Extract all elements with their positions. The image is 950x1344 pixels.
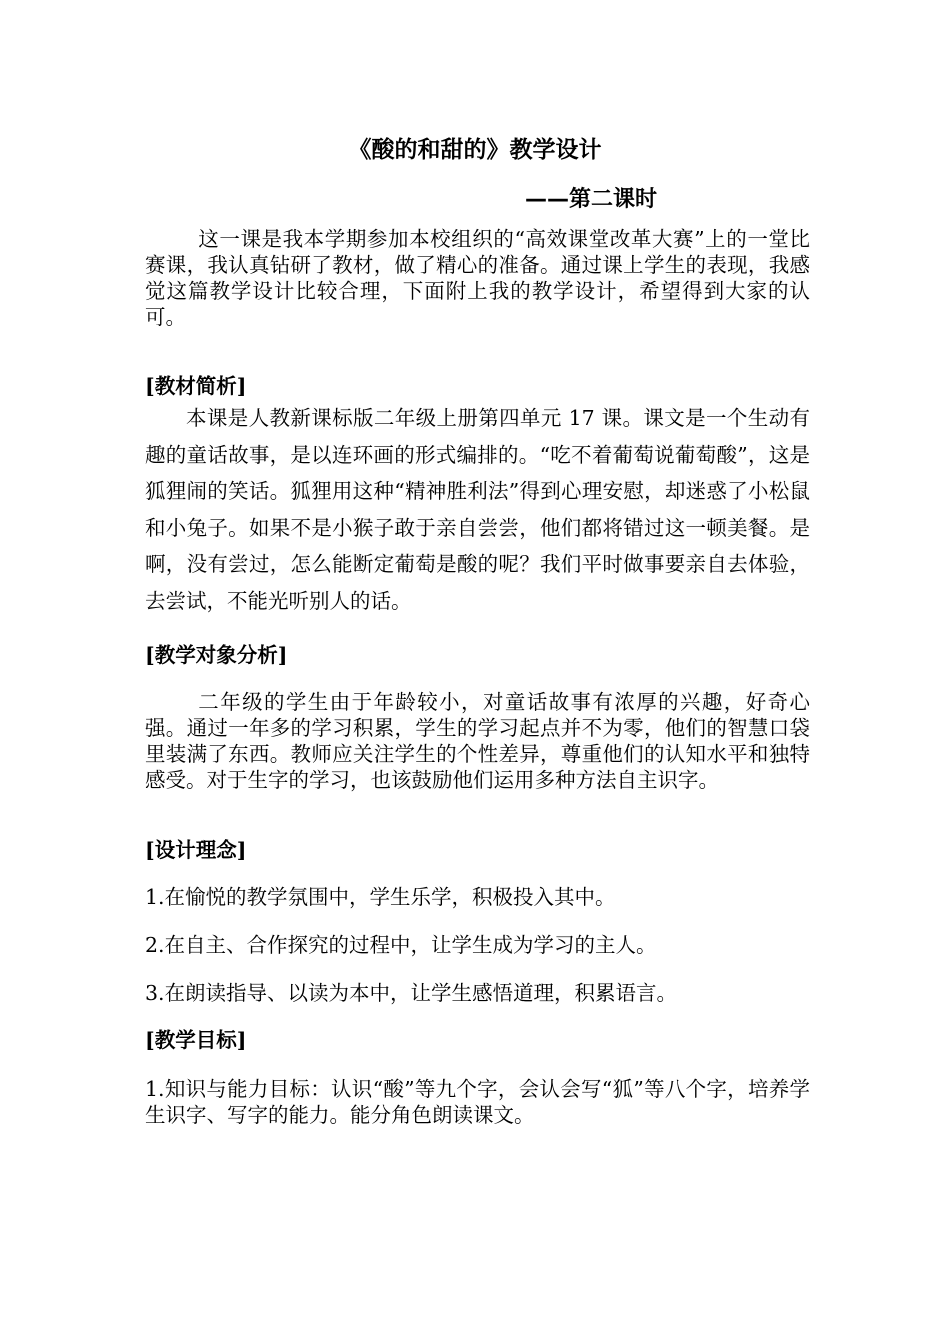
design-concept-item-3: 3.在朗读指导、以读为本中，让学生感悟道理，积累语言。	[145, 981, 678, 1005]
intro-paragraph: 这一课是我本学期参加本校组织的“高效课堂改革大赛”上的一堂比赛课，我认真钻研了教材，做了精心的准备。通过课上学生的表现，我感觉这篇教学设计比较合理，下面附上我的教学设计，希望得到大家的认可。	[145, 227, 810, 329]
document-title: 《酸的和甜的》教学设计	[348, 137, 602, 163]
section-heading-student-analysis: [教学对象分析]	[145, 643, 288, 667]
section-heading-teaching-goals: [教学目标]	[145, 1028, 247, 1052]
design-concept-item-1: 1.在愉悦的教学氛围中，学生乐学，积极投入其中。	[145, 885, 616, 909]
section-heading-textbook-analysis: [教材简析]	[145, 374, 247, 398]
teaching-goals-item-1: 1.知识与能力目标：认识“酸”等九个字，会认会写“狐”等八个字，培养学生识字、写字的能力。能分角色朗读课文。	[145, 1077, 810, 1127]
design-concept-item-2: 2.在自主、合作探究的过程中，让学生成为学习的主人。	[145, 933, 657, 957]
section-heading-design-concept: [设计理念]	[145, 838, 247, 862]
student-analysis-paragraph: 二年级的学生由于年龄较小，对童话故事有浓厚的兴趣，好奇心强。通过一年多的学习积累，学生的学习起点并不为零，他们的智慧口袋里装满了东西。教师应关注学生的个性差异，尊重他们的认知水平和独特感受。对于生字的学习，也该鼓励他们运用多种方法自主识字。	[145, 690, 810, 792]
textbook-analysis-paragraph: 本课是人教新课标版二年级上册第四单元 17 课。课文是一个生动有趣的童话故事，是以连环画的形式编排的。“吃不着葡萄说葡萄酸”，这是狐狸闹的笑话。狐狸用这种“精神胜利法”得到心理安慰，却迷惑了小松鼠和小兔子。如果不是小猴子敢于亲自尝尝，他们都将错过这一顿美餐。是啊，没有尝过，怎么能断定葡萄是酸的呢？我们平时做事要亲自去体验，去尝试，不能光听别人的话。	[145, 406, 810, 613]
document-subtitle: ——第二课时	[525, 187, 658, 212]
